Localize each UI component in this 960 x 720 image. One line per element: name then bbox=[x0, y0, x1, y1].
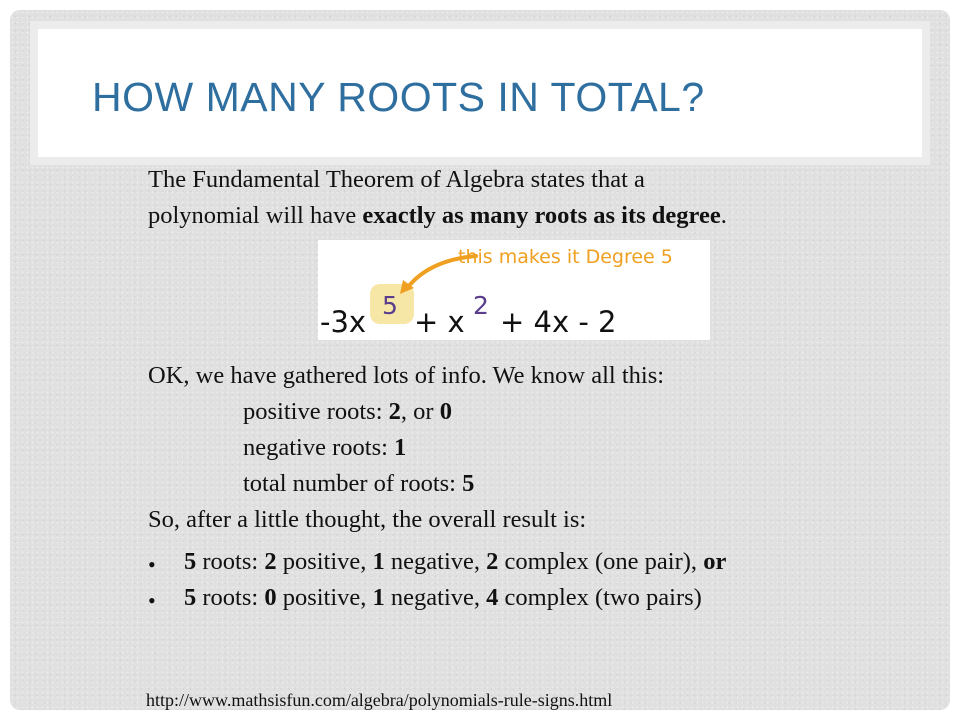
b1-or: or bbox=[703, 548, 727, 575]
positive-value-1: 2 bbox=[388, 398, 401, 425]
b1-text-complex: complex (one pair), bbox=[498, 548, 704, 575]
source-url: http://www.mathsisfun.com/algebra/polynomials-rule-signs.html bbox=[146, 690, 613, 710]
intro-line-2-end: . bbox=[720, 202, 727, 229]
b1-roots-count: 5 bbox=[184, 548, 197, 575]
b2-complex-count: 4 bbox=[486, 584, 499, 611]
known-positive bbox=[243, 400, 452, 425]
term-exp2: 2 bbox=[473, 291, 489, 320]
negative-label: negative roots: bbox=[243, 434, 395, 461]
b1-complex-count: 2 bbox=[486, 548, 499, 575]
conclusion-lead: So, after a little thought, the overall result is: bbox=[148, 506, 587, 533]
term-3: + 4x - 2 bbox=[500, 305, 617, 339]
b2-text-positive: positive, bbox=[276, 584, 373, 611]
b1-text-positive: positive, bbox=[276, 548, 373, 575]
b2-text-complex: complex (two pairs) bbox=[498, 584, 702, 611]
known-lead: OK, we have gathered lots of info. We know all this: bbox=[148, 362, 665, 389]
known-negative bbox=[243, 436, 406, 461]
b2-text-negative: negative, bbox=[384, 584, 487, 611]
known-total bbox=[243, 472, 474, 497]
positive-value-2: 0 bbox=[439, 398, 452, 425]
degree-figure bbox=[318, 240, 710, 340]
negative-value: 1 bbox=[394, 434, 407, 461]
positive-label: positive roots: bbox=[243, 398, 389, 425]
bullet-1 bbox=[184, 550, 726, 575]
slide-title: HOW MANY ROOTS IN TOTAL? bbox=[92, 74, 705, 120]
intro-line-1: The Fundamental Theorem of Algebra states that a bbox=[148, 166, 645, 193]
intro-line-2-bold: exactly as many roots as its degree bbox=[362, 202, 721, 229]
intro-line-2-start: polynomial will have bbox=[148, 202, 363, 229]
b2-roots-count: 5 bbox=[184, 584, 197, 611]
annotation-text: this makes it Degree 5 bbox=[458, 246, 673, 268]
b1-positive-count: 2 bbox=[264, 548, 277, 575]
b2-negative-count: 1 bbox=[372, 584, 385, 611]
b2-text-roots: roots: bbox=[196, 584, 265, 611]
term-coef1: -3x bbox=[320, 305, 367, 339]
bullet-2-marker: • bbox=[148, 588, 156, 613]
total-label: total number of roots: bbox=[243, 470, 463, 497]
b1-text-negative: negative, bbox=[384, 548, 487, 575]
term-exp1: 5 bbox=[382, 291, 398, 320]
positive-or: , or bbox=[400, 398, 440, 425]
intro-line-2 bbox=[148, 204, 727, 229]
b2-positive-count: 0 bbox=[264, 584, 277, 611]
degree-figure-svg bbox=[318, 240, 710, 340]
b1-text-roots: roots: bbox=[196, 548, 265, 575]
b1-negative-count: 1 bbox=[372, 548, 385, 575]
bullet-1-marker: • bbox=[148, 552, 156, 577]
term-2: + x bbox=[414, 305, 465, 339]
total-value: 5 bbox=[462, 470, 475, 497]
bullet-2 bbox=[184, 586, 702, 611]
